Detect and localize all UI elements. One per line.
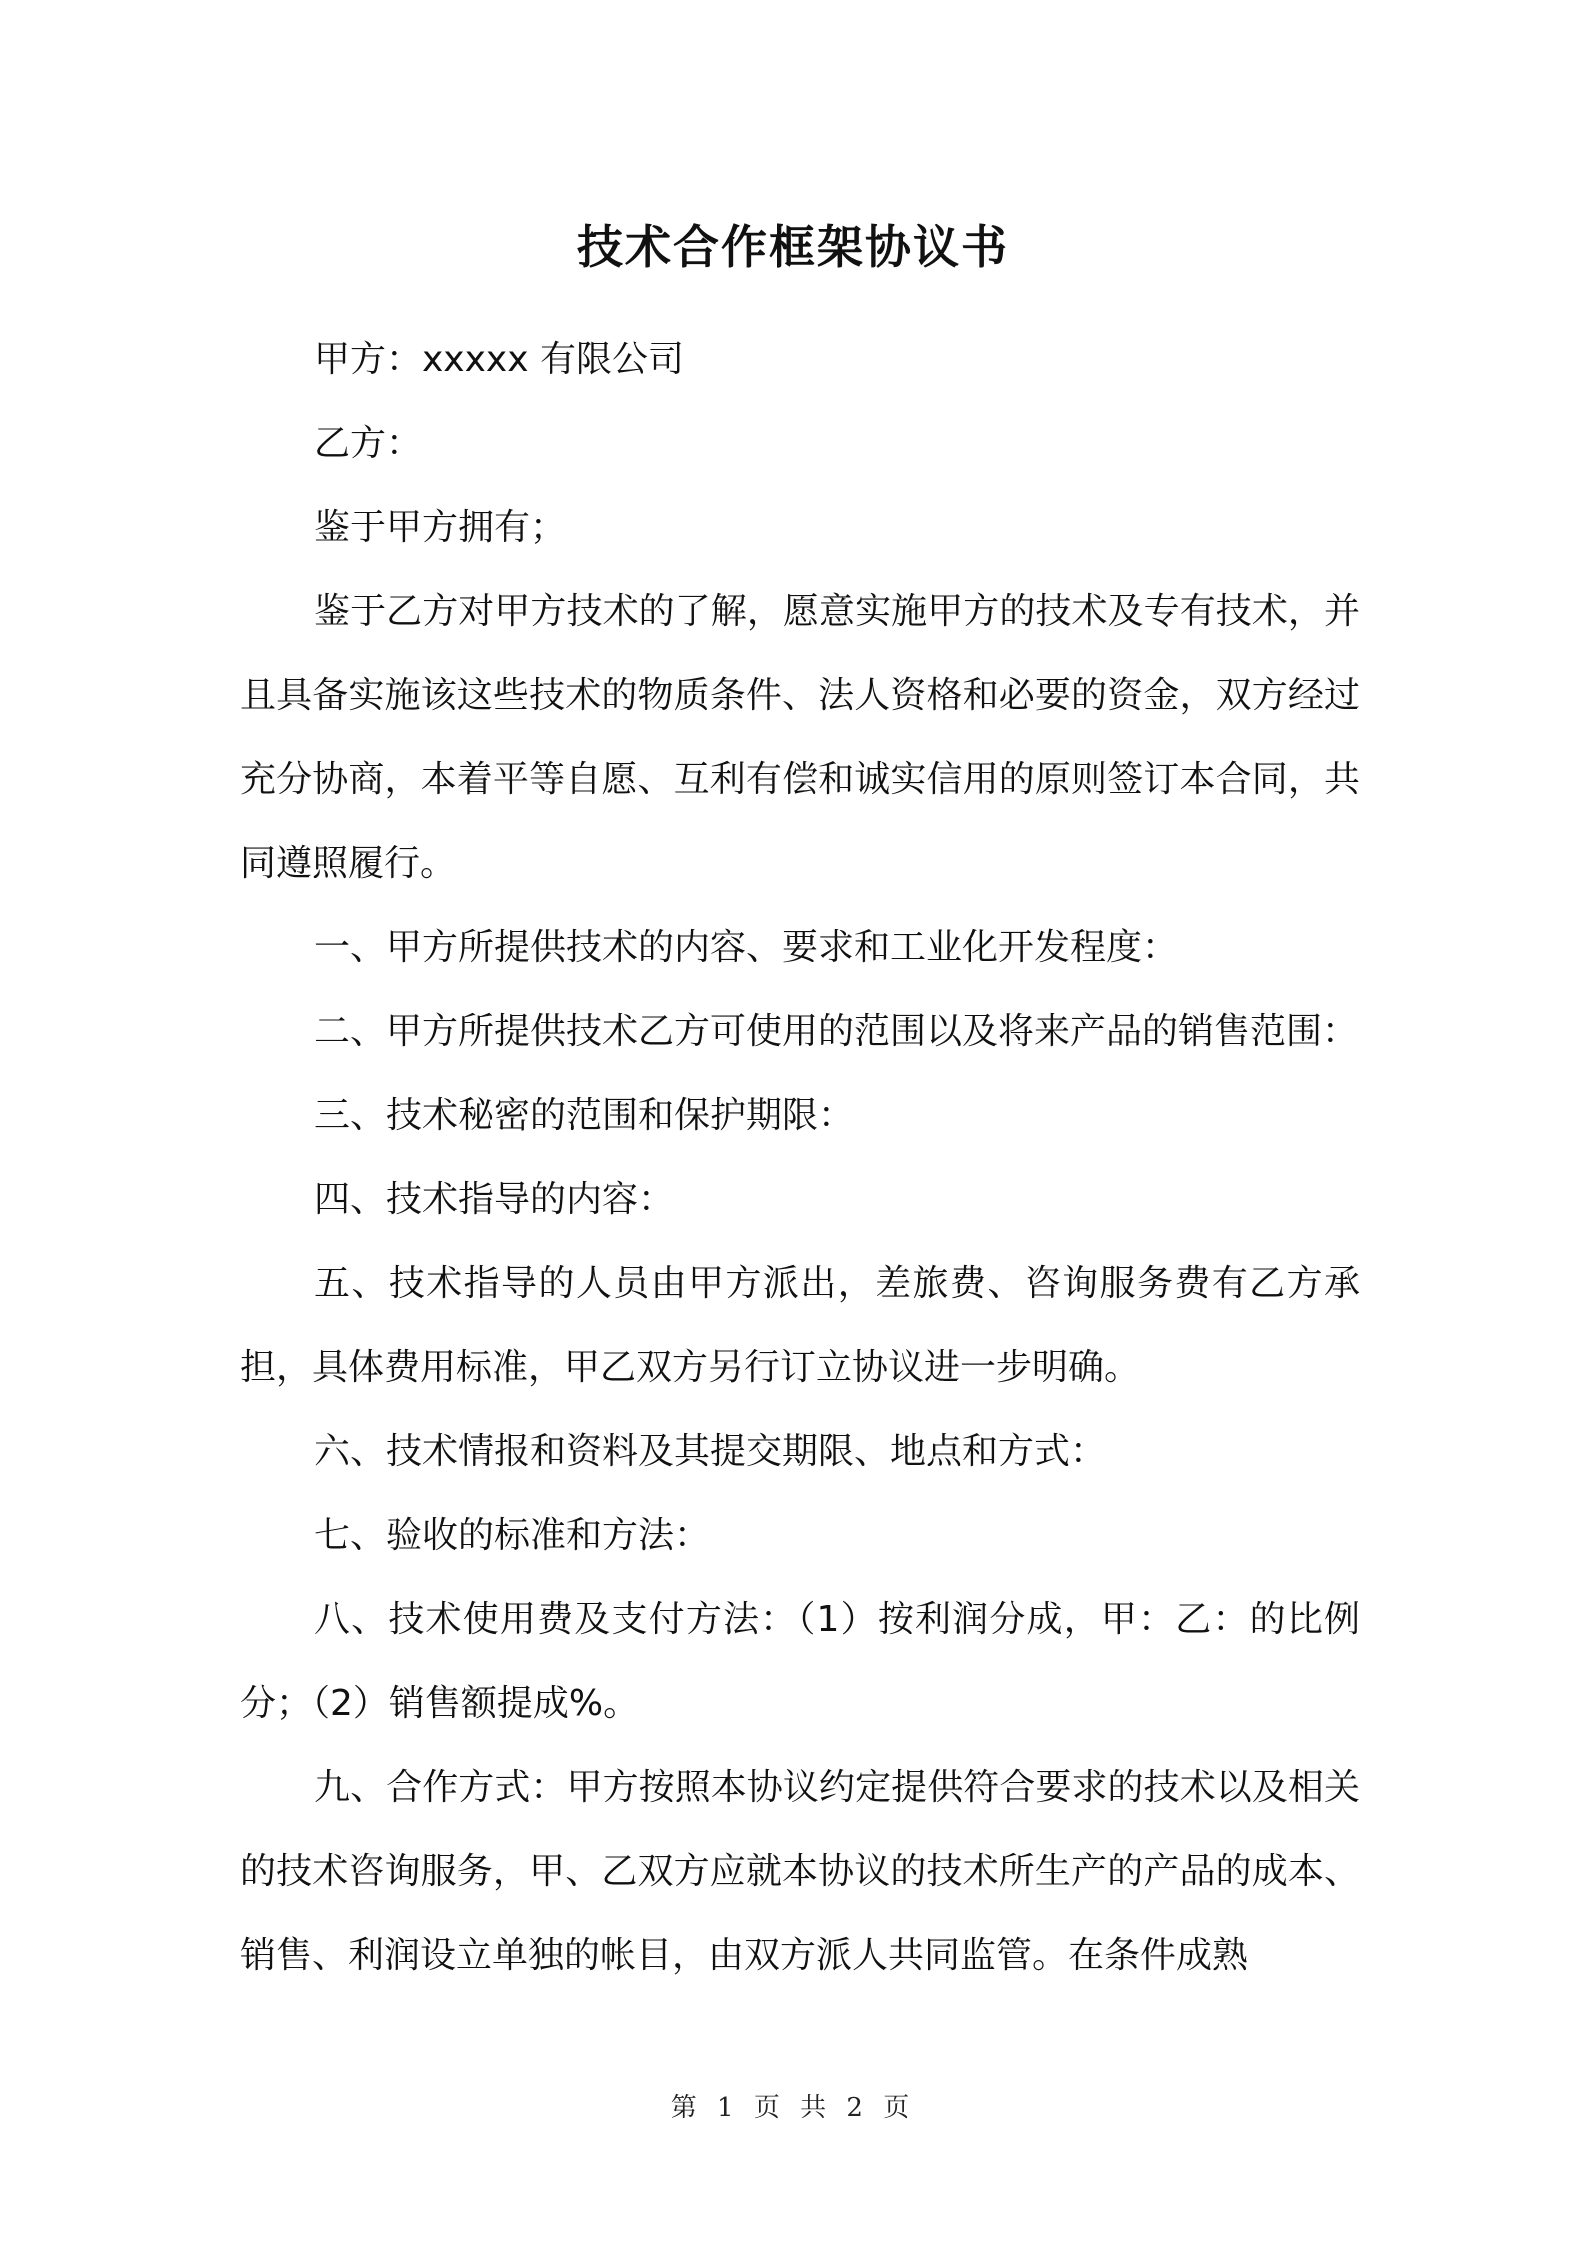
document-body xyxy=(240,318,1360,1998)
article-4: 四、技术指导的内容： xyxy=(314,1179,675,1220)
article-2: 二、甲方所提供技术乙方可使用的范围以及将来产品的销售范围： xyxy=(314,1011,1359,1052)
party-a-line: 甲方：xxxxx 有限公司 xyxy=(314,339,684,380)
article-8: 八、技术使用费及支付方法：（1）按利润分成，甲：乙：的比例分；（2）销售额提成%。 xyxy=(240,1599,1360,1724)
article-3: 三、技术秘密的范围和保护期限： xyxy=(314,1095,855,1136)
article-6: 六、技术情报和资料及其提交期限、地点和方式： xyxy=(314,1431,1107,1472)
whereas-clause-1: 鉴于甲方拥有； xyxy=(314,507,567,548)
whereas-clause-2: 鉴于乙方对甲方技术的了解，愿意实施甲方的技术及专有技术，并且具备实施该这些技术的物质条件、法人资格和必要的资金，双方经过充分协商，本着平等自愿、互利有偿和诚实信用的原则签订本合同，共同遵照履行。 xyxy=(240,591,1360,884)
article-9: 九、合作方式：甲方按照本协议约定提供符合要求的技术以及相关的技术咨询服务，甲、乙双方应就本协议的技术所生产的产品的成本、销售、利润设立单独的帐目，由双方派人共同监管。在条件成熟 xyxy=(240,1767,1360,1976)
article-5: 五、技术指导的人员由甲方派出，差旅费、咨询服务费有乙方承担，具体费用标准，甲乙双方另行订立协议进一步明确。 xyxy=(240,1263,1360,1388)
page-number-footer: 第 1 页 共 2 页 xyxy=(670,2093,916,2123)
document-title: 技术合作框架协议书 xyxy=(577,220,1009,274)
article-7: 七、验收的标准和方法： xyxy=(314,1515,711,1556)
party-b-line: 乙方： xyxy=(314,423,423,464)
article-1: 一、甲方所提供技术的内容、要求和工业化开发程度： xyxy=(314,927,1179,968)
